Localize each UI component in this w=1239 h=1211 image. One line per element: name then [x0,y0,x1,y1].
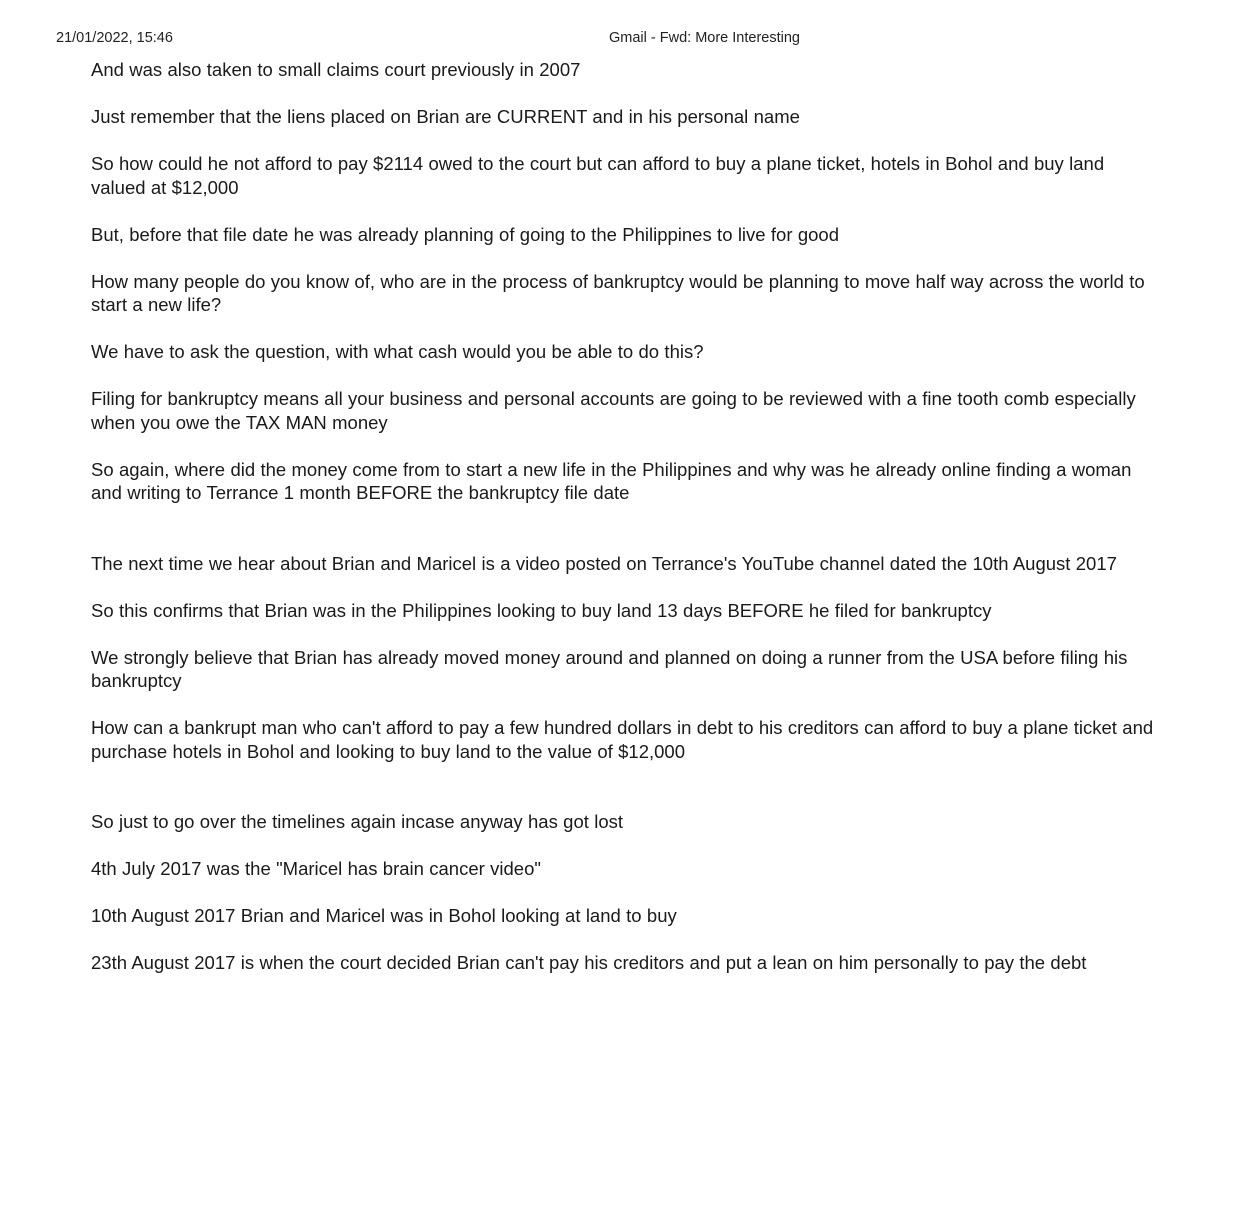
body-paragraph: We have to ask the question, with what cash would you be able to do this? [91,341,704,362]
email-body [91,58,1161,998]
body-paragraph: Just remember that the liens placed on Brian are CURRENT and in his personal name [91,106,800,127]
body-paragraph: The next time we hear about Brian and Maricel is a video posted on Terrance's YouTube channel dated the 10th August 2017 [91,552,1117,574]
timeline-entry: 4th July 2017 was the "Maricel has brain cancer video" [91,858,541,879]
print-header [0,30,1239,50]
body-paragraph: So this confirms that Brian was in the Philippines looking to buy land 13 days BEFORE he filed for bankruptcy [91,599,992,621]
body-paragraph: So again, where did the money come from to start a new life in the Philippines and why was he already online finding a woman and writing to Terrance 1 month BEFORE the bankruptcy file date [91,458,1132,503]
body-paragraph: How can a bankrupt man who can't afford to pay a few hundred dollars in debt to his creditors can afford to buy a plane ticket and purchase hotels in Bohol and looking to buy land to the value of $12,000 [91,717,1154,762]
print-page-title: Gmail - Fwd: More Interesting [609,30,800,46]
body-paragraph: So just to go over the timelines again incase anyway has got lost [91,811,624,832]
body-paragraph: We strongly believe that Brian has already moved money around and planned on doing a runner from the USA before filing his bankruptcy [91,646,1128,691]
body-paragraph: Filing for bankruptcy means all your business and personal accounts are going to be reviewed with a fine tooth comb especially when you owe the TAX MAN money [91,388,1136,433]
body-paragraph: But, before that file date he was already planning of going to the Philippines to live for good [91,223,840,245]
print-datetime: 21/01/2022, 15:46 [56,30,173,46]
paragraph-spacer [91,787,1161,811]
timeline-entry: 23th August 2017 is when the court decided Brian can't pay his creditors and put a lean on him personally to pay the debt [91,952,1087,973]
body-paragraph: And was also taken to small claims court previously in 2007 [91,59,581,80]
body-paragraph: So how could he not afford to pay $2114 owed to the court but can afford to buy a plane ticket, hotels in Bohol and buy land valued at $12,000 [91,153,1105,198]
paragraph-spacer [91,528,1161,552]
timeline-entry: 10th August 2017 Brian and Maricel was in Bohol looking at land to buy [91,905,677,926]
body-paragraph: How many people do you know of, who are in the process of bankruptcy would be planning to move half way across the world to start a new life? [91,270,1145,315]
